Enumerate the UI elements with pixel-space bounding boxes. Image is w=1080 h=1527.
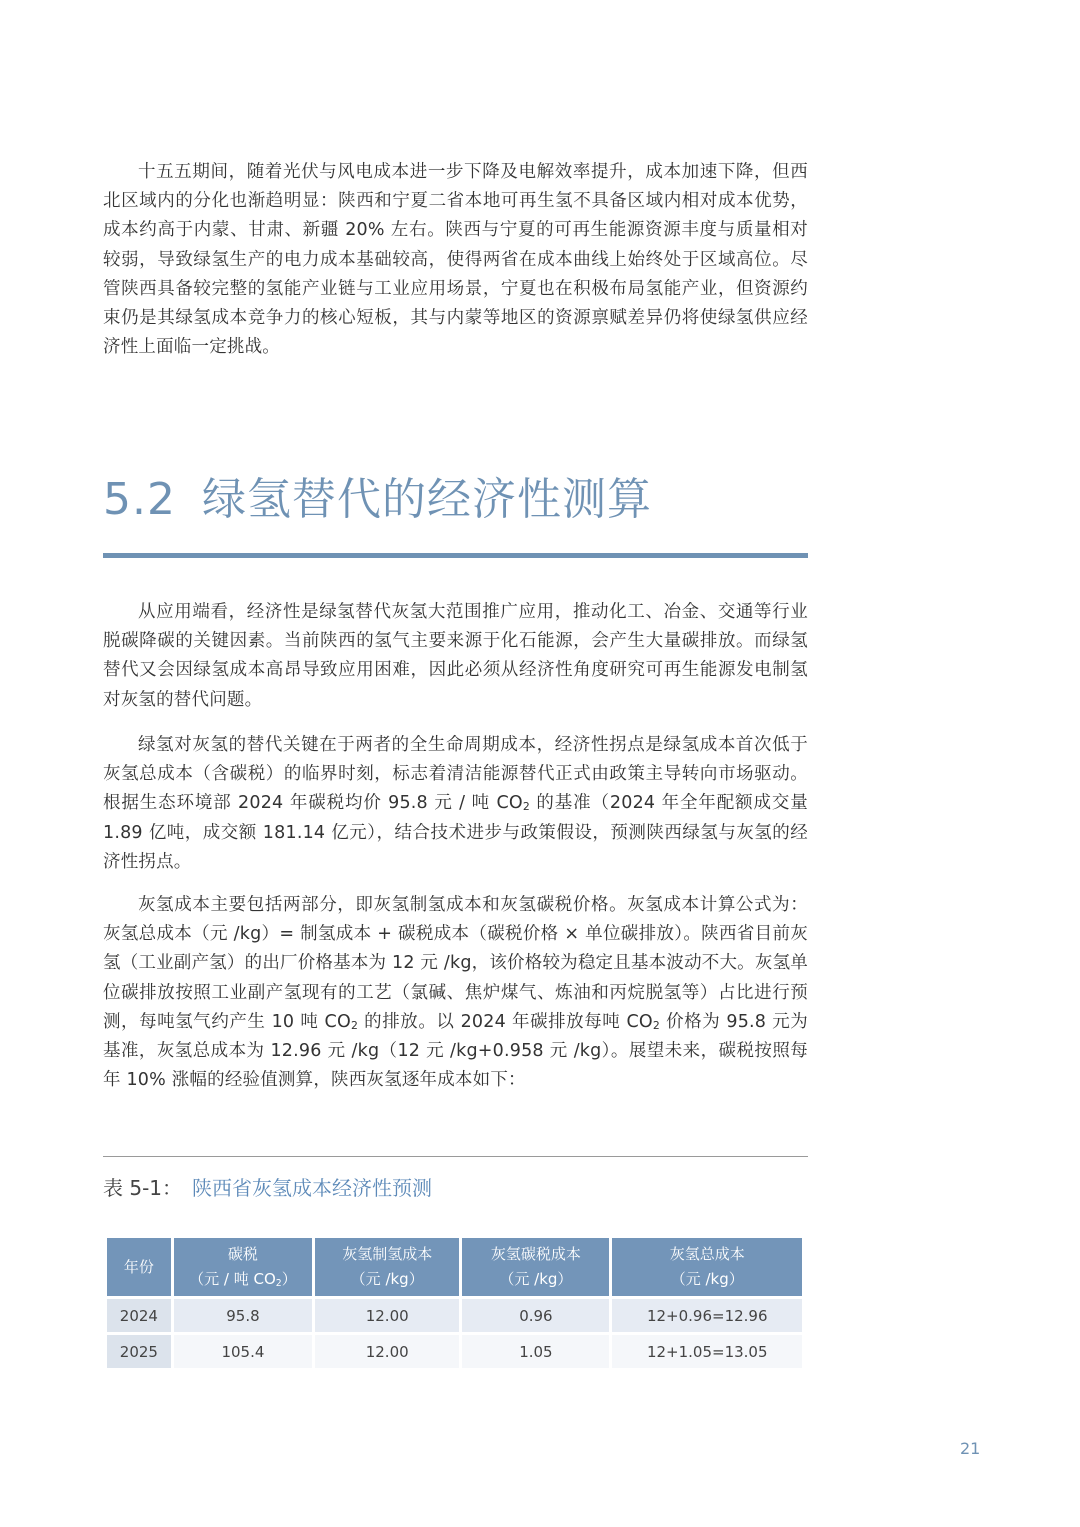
cell-production-cost: 12.00 (315, 1335, 459, 1368)
cell-carbon-tax-cost: 1.05 (462, 1335, 609, 1368)
page-number: 21 (960, 1439, 981, 1458)
cell-total-cost: 12+0.96=12.96 (612, 1299, 802, 1332)
section-number: 5.2 (103, 474, 176, 525)
table-caption-title: 陕西省灰氢成本经济性预测 (192, 1176, 433, 1200)
tipping-point-paragraph: 绿氢对灰氢的替代关键在于两者的全生命周期成本，经济性拐点是绿氢成本首次低于灰氢总成本（含碳税）的临界时刻，标志着清洁能源替代正式由政策主导转向市场驱动。根据生态环境部 2024 年碳税均价 95.8 元 / 吨 $CO_2$ 的基准（2024 年全年配额成交量 1.89 亿吨，成交额 181.14 亿元），结合技术进步与政策假设，预测陕西绿氢与灰氢的经济性拐点。 (103, 735, 808, 872)
cell-production-cost: 12.00 (315, 1299, 459, 1332)
section-heading (103, 470, 652, 530)
cell-total-cost: 12+1.05=13.05 (612, 1335, 802, 1368)
table-caption-label: 表 5-1： (103, 1176, 183, 1200)
cell-carbon-tax-cost: 0.96 (462, 1299, 609, 1332)
table-top-rule (103, 1156, 808, 1157)
cell-year: 2024 (107, 1299, 171, 1332)
table-row (107, 1335, 802, 1368)
header-carbon-tax: 碳税 （元 / 吨 CO2） (174, 1238, 312, 1296)
cell-year: 2025 (107, 1335, 171, 1368)
section-title: 绿氢替代的经济性测算 (201, 474, 652, 525)
header-total-cost: 灰氢总成本 （元 /kg） (612, 1238, 802, 1296)
header-carbon-tax-cost: 灰氢碳税成本 （元 /kg） (462, 1238, 609, 1296)
header-year: 年份 (107, 1238, 171, 1296)
table-header-row (107, 1238, 802, 1296)
intro-paragraph: 十五五期间，随着光伏与风电成本进一步下降及电解效率提升，成本加速下降，但西北区域内的分化也渐趋明显：陕西和宁夏二省本地可再生氢不具备区域内相对成本优势，成本约高于内蒙、甘肃、新疆 20% 左右。陕西与宁夏的可再生能源资源丰度与质量相对较弱，导致绿氢生产的电力成本基础较高，使得两省在成本曲线上始终处于区域高位。尽管陕西具备较完整的氢能产业链与工业应用场景，宁夏也在积极布局氢能产业，但资源约束仍是其绿氢成本竞争力的核心短板，其与内蒙等地区的资源禀赋差异仍将使绿氢供应经济性上面临一定挑战。 (103, 162, 808, 358)
header-production-cost: 灰氢制氢成本 （元 /kg） (315, 1238, 459, 1296)
table-row (107, 1299, 802, 1332)
grey-hydrogen-cost-table (104, 1235, 805, 1371)
cell-carbon-tax: 105.4 (174, 1335, 312, 1368)
table-caption (103, 1173, 432, 1203)
grey-hydrogen-cost-paragraph: 灰氢成本主要包括两部分，即灰氢制氢成本和灰氢碳税价格。灰氢成本计算公式为：灰氢总成本（元 /kg）= 制氢成本 + 碳税成本（碳税价格 × 单位碳排放）。陕西省目前灰氢（工业副产氢）的出厂价格基本为 12 元 /kg，该价格较为稳定且基本波动不大。灰氢单位碳排放按照工业副产氢现有的工艺（氯碱、焦炉煤气、炼油和丙烷脱氢等）占比进行预测，每吨氢气约产生 10 吨 $CO_2$ 的排放。以 2024 年碳排放每吨 $CO_2$ 价格为 95.8 元为基准，灰氢总成本为 12.96 元 /kg（12 元 /kg+0.958 元 /kg）。展望未来，碳税按照每年 10% 涨幅的经验值测算，陕西灰氢逐年成本如下： (103, 895, 808, 1091)
cell-carbon-tax: 95.8 (174, 1299, 312, 1332)
section-heading-rule (103, 553, 808, 558)
application-paragraph: 从应用端看，经济性是绿氢替代灰氢大范围推广应用，推动化工、冶金、交通等行业脱碳降碳的关键因素。当前陕西的氢气主要来源于化石能源，会产生大量碳排放。而绿氢替代又会因绿氢成本高昂导致应用困难，因此必须从经济性角度研究可再生能源发电制氢对灰氢的替代问题。 (103, 602, 808, 710)
